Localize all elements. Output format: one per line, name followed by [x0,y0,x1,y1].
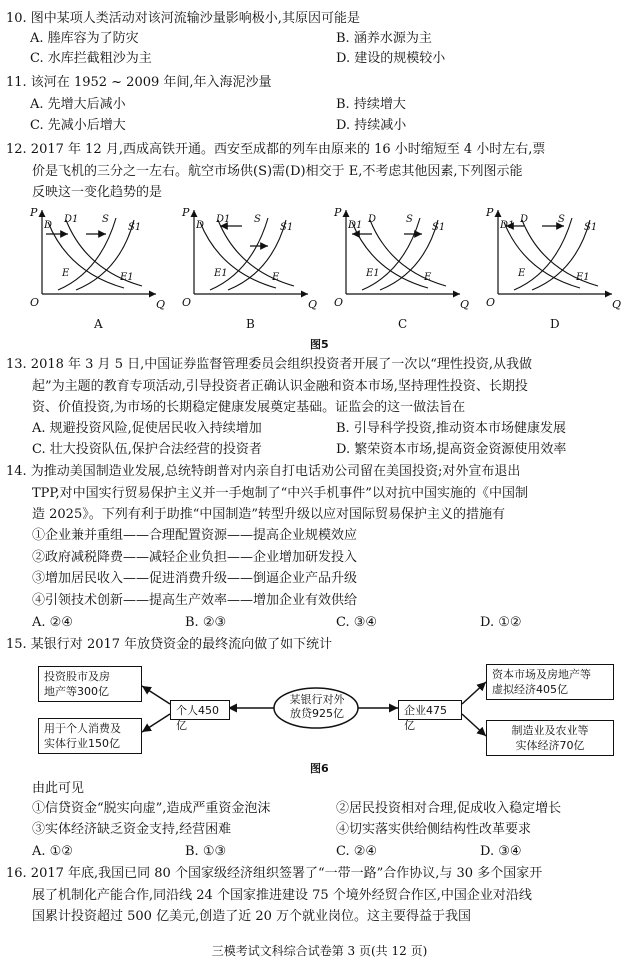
demand-curve-1 [504,222,580,288]
q15-item-2: ②居民投资相对合理,促成收入稳定增长 [336,801,562,816]
q10-option-d: D. 建设的规模较小 [336,51,446,66]
figure-6-flow-diagram [30,664,620,776]
equilibrium-label-1: E1 [214,268,228,279]
equilibrium-label-1: E [62,268,70,279]
q15-stem: 15. 某银行对 2017 年放贷资金的最终流向做了如下统计 [6,637,333,652]
graph-b [181,206,317,331]
q15-item-1: ①信贷资金“脱实向虚”,造成严重资金泡沫 [32,801,271,816]
demand-label-2: D1 [64,214,79,225]
demand-curve-1 [48,222,124,288]
q14-line-2: TPP,对中国实行贸易保护主义并一手炮制了“中兴手机事件”以对抗中国实施的《中国制 [32,486,528,501]
figure-5-caption: 图5 [310,338,329,351]
figure-5-graphs [28,206,628,346]
q13-option-d: D. 繁荣资本市场,提高资金资源使用效率 [336,442,567,457]
graph-letter: B [246,317,255,331]
graph-label-p: P [30,206,38,219]
graph-letter: D [550,317,560,331]
equilibrium-label-1: E1 [366,268,380,279]
graph-label-origin: O [182,296,192,309]
graph-label-q: Q [156,298,166,311]
q14-line-3: 造 2025》。下列有利于助推“中国制造”转型升级以应对国际贸易保护主义的措施有 [32,507,506,522]
q13-line-3: 资、价值投资,为市场的长期稳定健康发展奠定基础。证监会的这一做法旨在 [32,400,466,415]
equilibrium-label-2: E [424,272,432,283]
graph-label-origin: O [30,296,40,309]
graph-label-q: Q [308,298,318,311]
q15-option-b: B. ①③ [185,844,227,859]
graph-letter: C [398,317,408,331]
figure-6-caption: 图6 [310,762,329,775]
box-personal: 个人450亿 [170,700,230,720]
demand-label-1: D1 [348,220,363,231]
q15-option-c: C. ②④ [336,844,378,859]
box-manufacturing: 制造业及农业等 实体经济70亿 [486,720,614,756]
q13-option-b: B. 引导科学投资,推动资本市场健康发展 [336,421,566,436]
q15-option-a: A. ①② [32,844,73,859]
demand-curve-1 [200,222,276,288]
box-enterprise: 企业475亿 [398,700,462,720]
figure-5 [28,206,628,351]
supply-label-2: S1 [584,222,598,233]
q11-option-b: B. 持续增大 [336,97,406,112]
q10-stem: 10. 图中某项人类活动对该河流输沙量影响极小,其原因可能是 [6,11,360,26]
q11-option-d: D. 持续减小 [336,118,407,133]
q15-conclude: 由此可见 [32,781,85,796]
graph-d [485,206,621,331]
q15-option-d: D. ③④ [480,844,522,859]
page-footer: 三模考试文科综合试卷第 3 页(共 12 页) [211,944,428,958]
graph-label-q: Q [612,298,622,311]
demand-label-1: D [196,220,205,231]
supply-label-2: S1 [128,222,142,233]
supply-label-2: S1 [280,222,294,233]
q14-item-2: ②政府减税降费——减轻企业负担——企业增加研发投入 [32,550,358,565]
demand-label-1: D [44,220,53,231]
q11-option-a: A. 先增大后减小 [30,97,126,112]
graph-label-p: P [182,206,190,219]
q12-line-2: 价是飞机的三分之一左右。航空市场供(S)需(D)相交于 E,不考虑其他因素,下列图示能 [32,164,523,179]
graph-label-origin: O [486,296,496,309]
supply-label-1: S [406,214,413,225]
q12-line-1: 12. 2017 年 12 月,西成高铁开通。西安至成都的列车由原来的 16 小时缩短至 4 小时左右,票 [6,142,546,157]
supply-label-2: S1 [432,222,446,233]
q13-line-2: 起”为主题的教育专项活动,引导投资者正确认识金融和资本市场,坚持理性投资、长期投 [32,379,528,394]
demand-label-2: D1 [216,214,231,225]
supply-label-1: S [102,214,109,225]
q14-option-c: C. ③④ [336,615,378,630]
graph-letter: A [94,317,103,331]
q12-line-3: 反映这一变化趋势的是 [32,185,163,200]
graph-label-origin: O [334,296,344,309]
q13-option-a: A. 规避投资风险,促使居民收入持续增加 [32,421,262,436]
q14-item-3: ③增加居民收入——促进消费升级——倒逼企业产品升级 [32,571,358,586]
demand-label-1: D1 [500,220,515,231]
box-center-bank-loans: 某银行对外 放贷925亿 [289,693,345,720]
q13-option-c: C. 壮大投资队伍,保护合法经营的投资者 [32,442,262,457]
graph-label-q: Q [460,298,470,311]
graph-label-p: P [486,206,494,219]
q14-option-b: B. ②③ [185,615,227,630]
graph-a [29,206,165,331]
q11-stem: 11. 该河在 1952 ~ 2009 年间,年入海泥沙量 [6,75,272,90]
q10-option-a: A. 塍库容为了防灾 [30,31,139,46]
q16-line-2: 展了机制化产能合作,同沿线 24 个国家推进建设 75 个境外经贸合作区,中国企业对沿线 [32,888,532,903]
equilibrium-label-1: E [518,268,526,279]
q16-line-1: 16. 2017 年底,我国已同 80 个国家级经济组织签署了“一带一路”合作协议,与 30 多个国家开 [6,866,543,881]
box-stock-realestate: 投资股市及房 地产等300亿 [38,666,142,702]
q14-line-1: 14. 为推动美国制造业发展,总统特朗普对内亲自打电话劝公司留在美国投资;对外宣布退出 [6,464,521,479]
q16-line-3: 国累计投资超过 500 亿美元,创造了近 20 万个就业岗位。这主要得益于我国 [32,909,472,924]
q14-option-a: A. ②④ [32,615,73,630]
equilibrium-label-2: E1 [576,272,590,283]
q10-option-b: B. 涵养水源为主 [336,31,432,46]
equilibrium-label-2: E [272,272,280,283]
q10-option-c: C. 水库拦截粗沙为主 [30,51,152,66]
demand-curve-1 [352,222,428,288]
q14-option-d: D. ①② [480,615,522,630]
q14-item-4: ④引领技术创新——提高生产效率——增加企业有效供给 [32,593,358,608]
box-consumption: 用于个人消费及 实体行业150亿 [38,718,142,754]
supply-label-1: S [558,214,565,225]
graph-c [333,206,469,331]
graph-label-p: P [334,206,342,219]
q13-line-1: 13. 2018 年 3 月 5 日,中国证券监督管理委员会组织投资者开展了一次以“理性投资,从我做 [6,357,533,372]
q14-item-1: ①企业兼并重组——合理配置资源——提高企业规模效应 [32,528,358,543]
supply-label-1: S [254,214,261,225]
q15-item-3: ③实体经济缺乏资金支持,经营困难 [32,822,232,837]
demand-label-2: D [520,214,529,225]
equilibrium-label-2: E1 [120,272,134,283]
box-capital-market: 资本市场及房地产等 虚拟经济405亿 [486,664,614,700]
q15-item-4: ④切实落实供给侧结构性改革要求 [336,822,532,837]
q11-option-c: C. 先减小后增大 [30,118,126,133]
demand-label-2: D [368,214,377,225]
